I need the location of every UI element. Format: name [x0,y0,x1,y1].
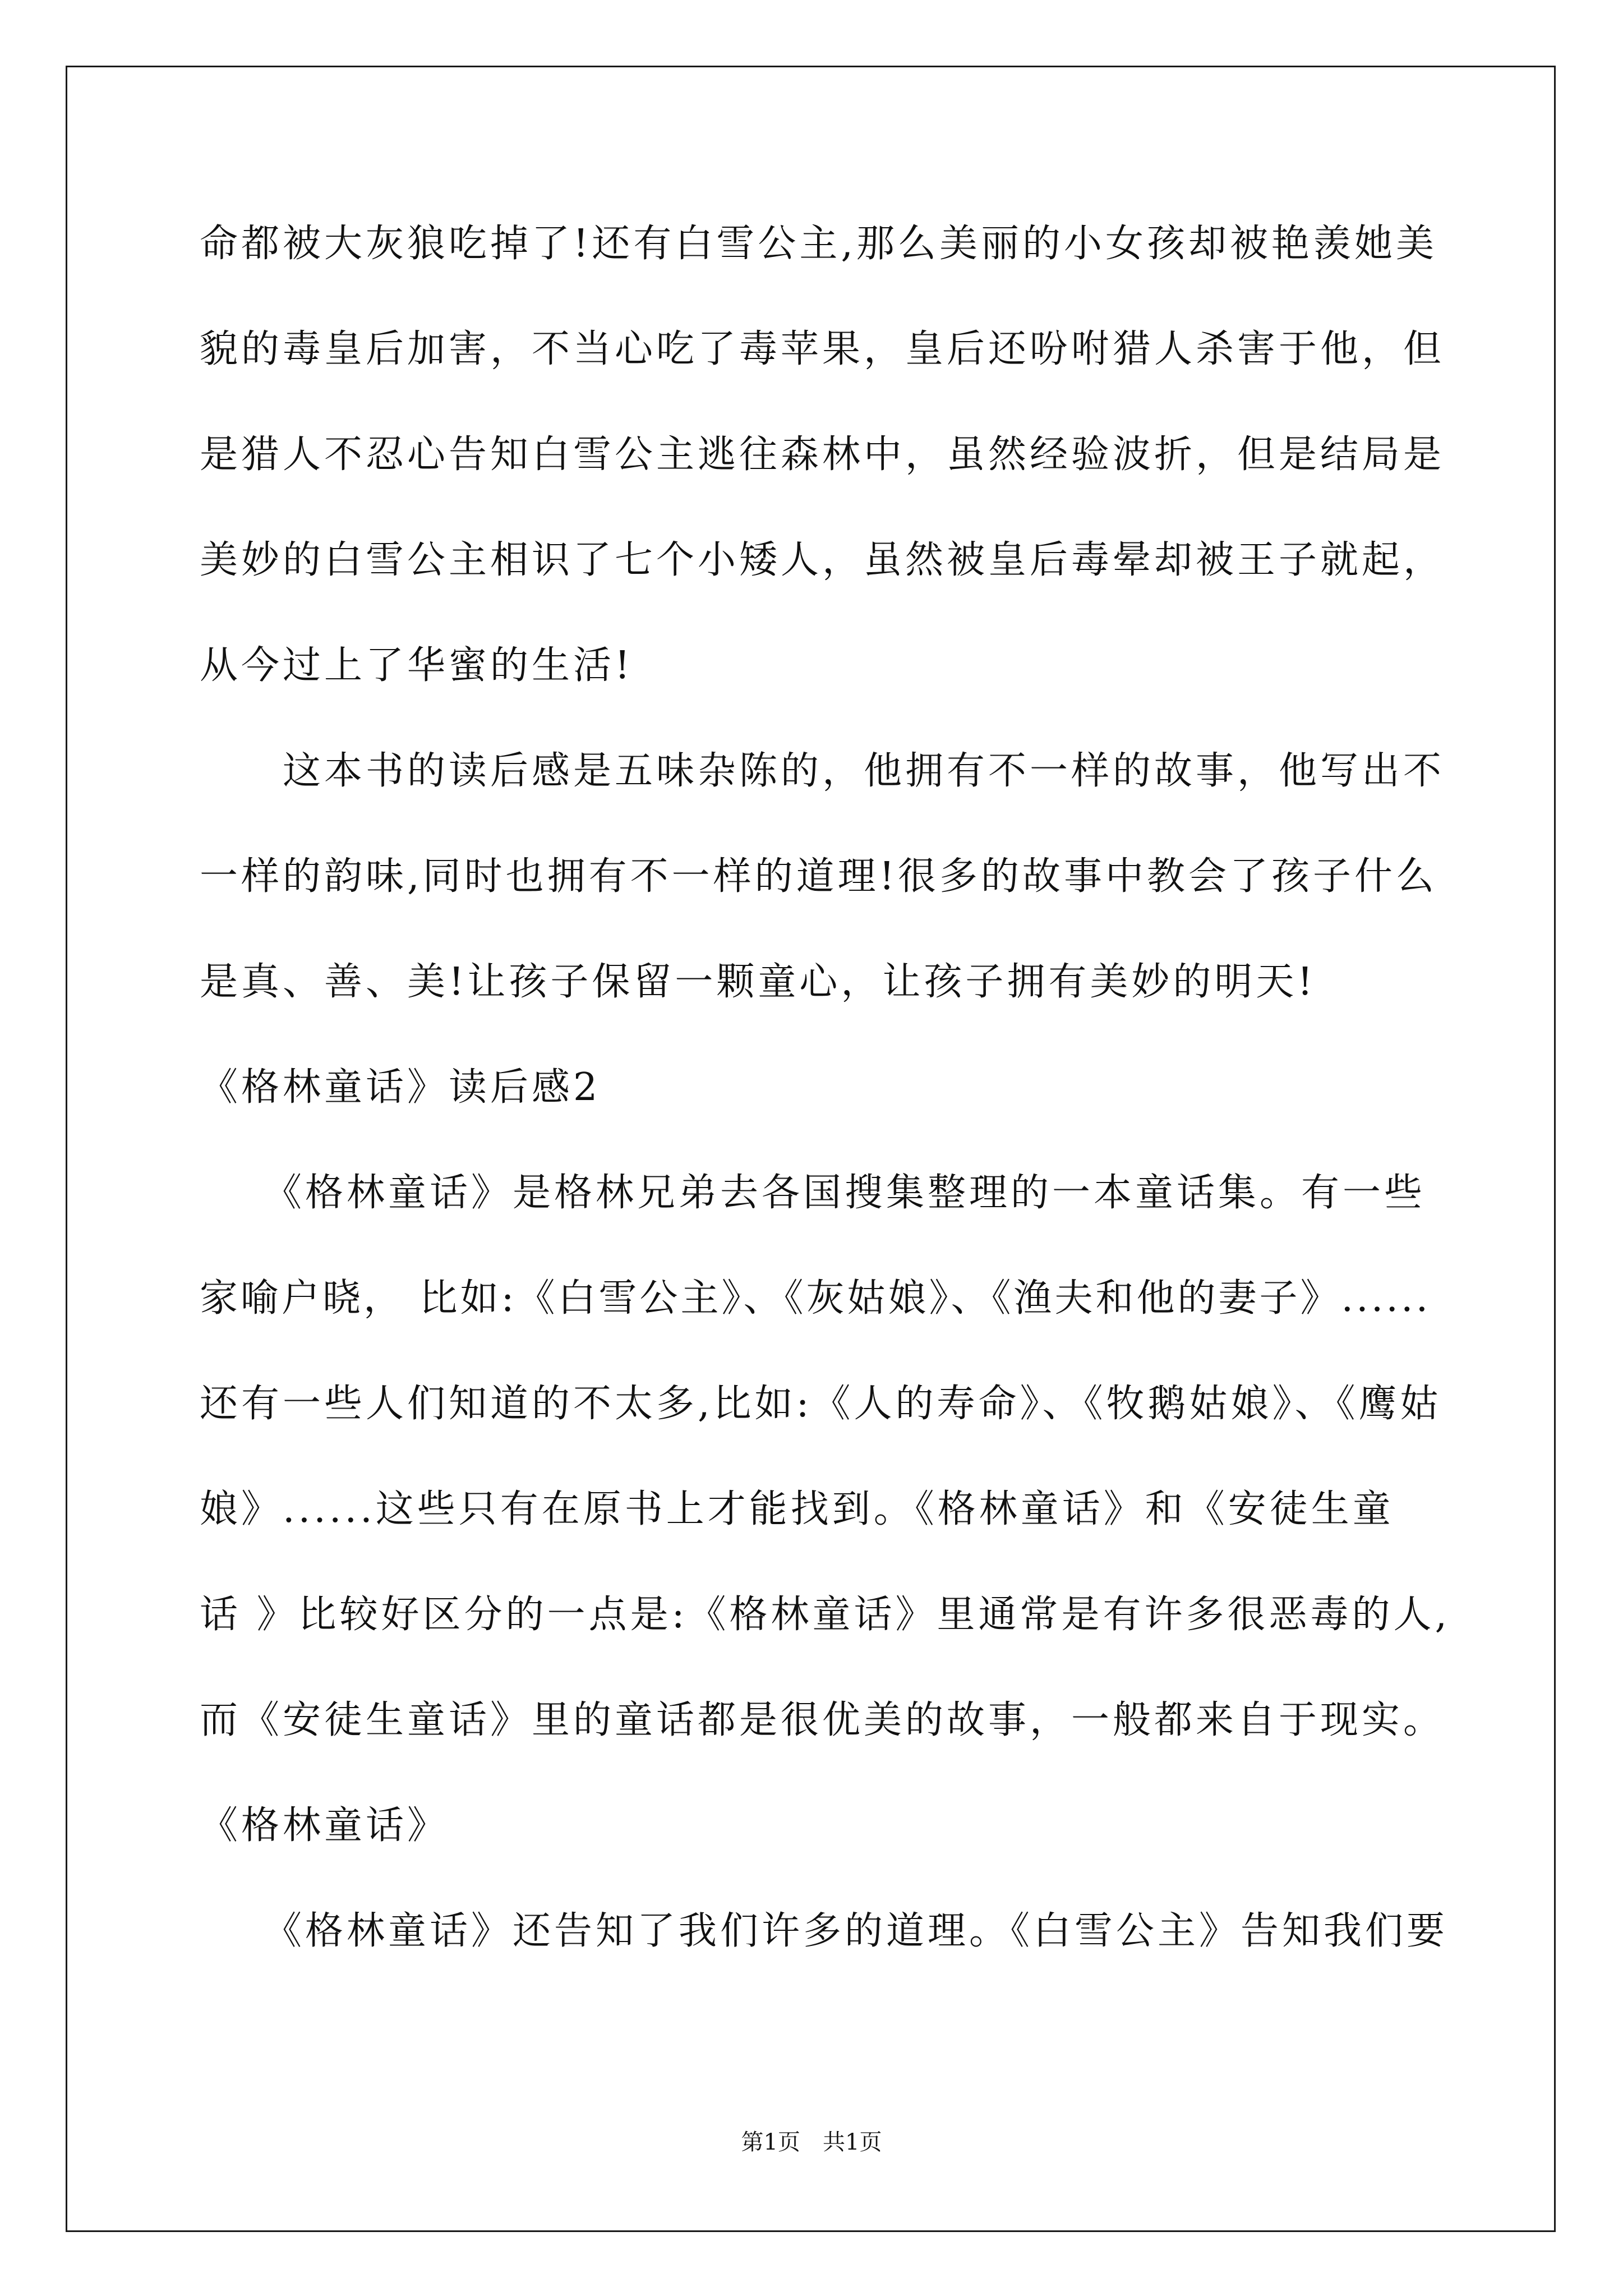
text-line: 话 》比较好区分的一点是:《格林童话》里通常是有许多很恶毒的人, [200,1593,1451,1637]
text-line: 《格林童话》还告知了我们许多的道理。《白雪公主》告知我们要 [200,1909,1449,1953]
text-line: 是猎人不忍心告知白雪公主逃往森林中，虽然经验波折，但是结局是 [200,432,1445,477]
text-line: 命都被大灰狼吃掉了!还有白雪公主,那么美丽的小女孩却被艳羡她美 [200,222,1437,266]
text-line: 一样的韵味,同时也拥有不一样的道理!很多的故事中教会了孩子什么 [200,854,1437,899]
text-line: 从今过上了华蜜的生活! [200,643,634,688]
text-line: 貌的毒皇后加害，不当心吃了毒苹果，皇后还吩咐猎人杀害于他，但 [200,327,1445,371]
text-line: 《格林童话》 [200,1803,449,1848]
text-line: 是真、善、美!让孩子保留一颗童心，让孩子拥有美妙的明天! [200,960,1316,1004]
text-line: 家喻户晓， 比如:《白雪公主》、《灰姑娘》、《渔夫和他的妻子》...... [200,1276,1431,1320]
page-border [66,66,1556,2232]
text-line: 娘》......这些只有在原书上才能找到。《格林童话》和《安徒生童 [200,1487,1394,1531]
text-line: 还有一些人们知道的不太多,比如:《人的寿命》、《牧鹅姑娘》、《鹰姑 [200,1382,1442,1426]
text-line: 美妙的白雪公主相识了七个小矮人，虽然被皇后毒晕却被王子就起， [200,538,1445,582]
text-line: 《格林童话》是格林兄弟去各国搜集整理的一本童话集。有一些 [200,1171,1426,1215]
section-heading: 《格林童话》读后感2 [200,1065,601,1110]
text-line: 这本书的读后感是五味杂陈的，他拥有不一样的故事，他写出不 [200,749,1445,793]
page-footer: 第1页 共1页 [741,2129,882,2155]
text-line: 而《安徒生童话》里的童话都是很优美的故事，一般都来自于现实。 [200,1698,1445,1742]
